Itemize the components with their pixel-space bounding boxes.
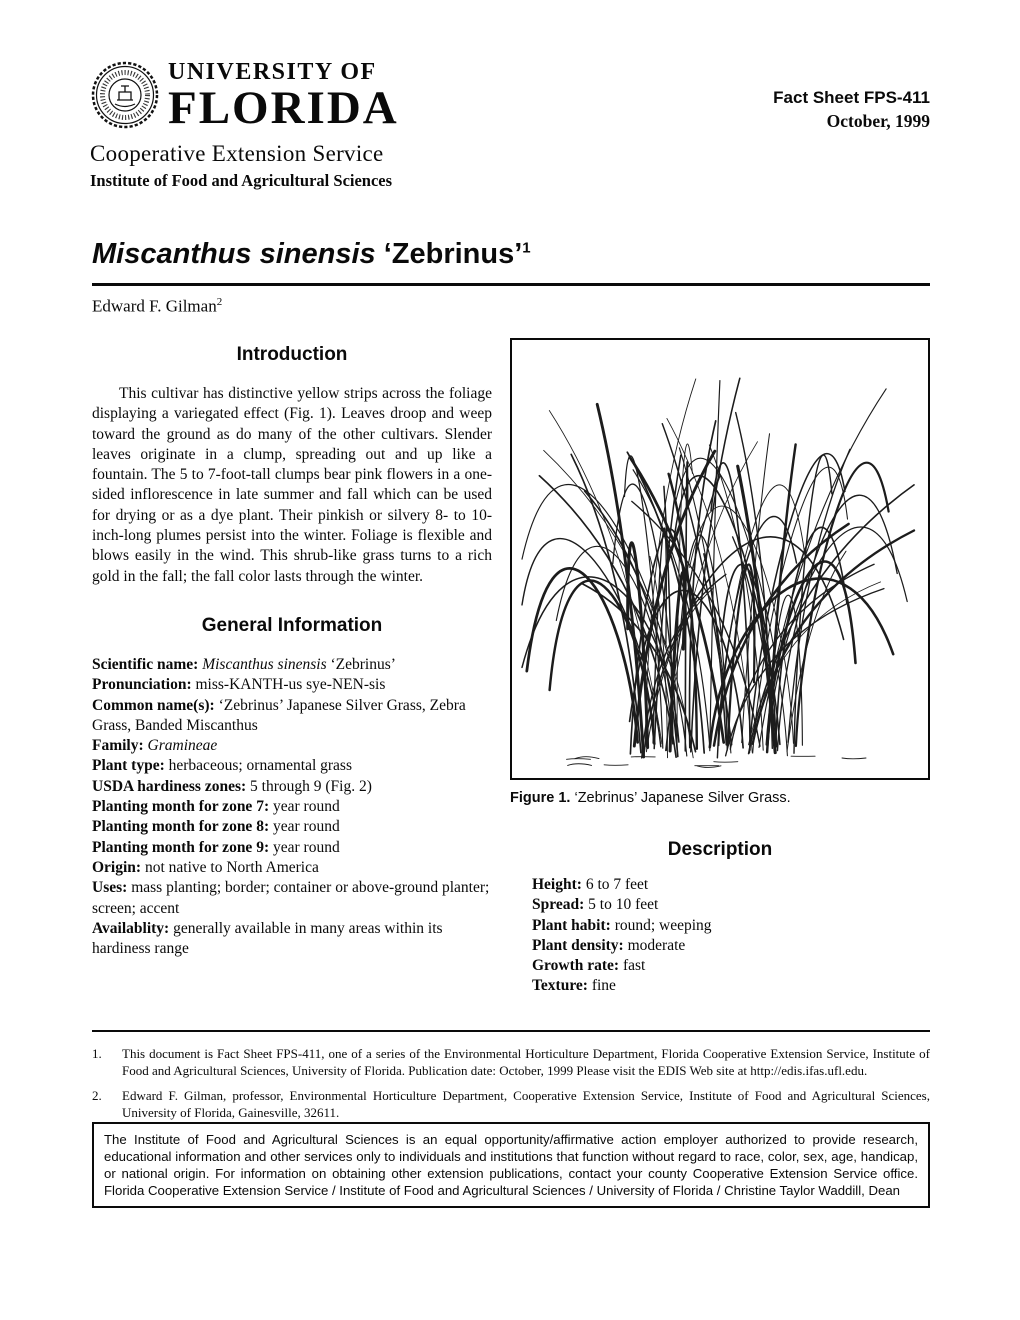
description-value: fast	[619, 957, 646, 975]
description-row-spread	[532, 895, 930, 915]
introduction-heading: Introduction	[236, 344, 348, 365]
info-label: Common name(s):	[92, 696, 215, 714]
description-heading: Description	[667, 839, 773, 860]
info-value: ‘Zebrinus’ Japanese Silver Grass, Zebra Grass, Banded Miscanthus	[92, 696, 466, 734]
author-name: Edward F. Gilman	[92, 296, 217, 316]
university-name-bottom: FLORIDA	[168, 82, 399, 134]
footnote-number: 1.	[92, 1046, 102, 1061]
info-label: Origin:	[92, 858, 142, 876]
info-value: generally available in many areas within its hardiness range	[92, 919, 443, 958]
info-label: Planting month for zone 7:	[92, 798, 270, 816]
info-value: mass planting; border; container or above-ground planter; screen; accent	[92, 879, 490, 917]
description-label: Height:	[532, 876, 582, 893]
description-row-plant-habit	[532, 916, 930, 936]
title-cultivar: ‘Zebrinus’	[375, 238, 523, 270]
description-row-growth-rate	[532, 956, 930, 976]
equal-opportunity-statement: The Institute of Food and Agricultural Sciences is an equal opportunity/affirmative action employer authorized to provide research, educational information and other services only to individuals and institutions that function without regard to race, color, sex, age, handicap, or national origin. For information on obtaining other extension publications, contact your county Cooperative Extension Service office. Florida Cooperative Extension Service / Institute of Food and Agricultural Sciences / University of Florida / Christine Taylor Waddill, Dean	[92, 1122, 930, 1208]
description-label: Texture:	[532, 977, 588, 995]
left-column	[92, 332, 492, 997]
description-value: 5 to 10 feet	[584, 896, 659, 914]
university-logo-text	[168, 59, 399, 134]
figure-1	[510, 338, 930, 780]
info-row-uses	[92, 878, 492, 919]
info-row-pronunciation	[92, 675, 492, 695]
description-label: Growth rate:	[532, 957, 620, 975]
info-row-planting-zone9	[92, 838, 492, 858]
info-value: year round	[269, 798, 340, 816]
info-label: USDA hardiness zones:	[92, 777, 247, 795]
info-label: Availablity:	[92, 919, 170, 937]
masthead	[90, 60, 399, 191]
info-label: Planting month for zone 8:	[92, 818, 270, 836]
description-label: Plant habit:	[532, 916, 611, 934]
description-value: fine	[587, 977, 616, 995]
info-value-italic: Gramineae	[143, 737, 218, 755]
general-information-list	[92, 655, 492, 959]
info-value: year round	[269, 818, 340, 836]
description-row-height	[532, 875, 930, 895]
institute-line: Institute of Food and Agricultural Sciences	[90, 170, 393, 190]
description-list	[510, 875, 930, 997]
info-value: not native to North America	[141, 858, 319, 876]
university-name-top: UNIVERSITY OF	[168, 59, 377, 85]
university-logo	[90, 59, 399, 134]
extension-service-line: Cooperative Extension Service	[90, 140, 384, 166]
title-footnote-ref: 1	[522, 239, 531, 257]
description-label: Spread:	[532, 896, 585, 914]
info-value: 5 through 9 (Fig. 2)	[246, 777, 372, 795]
info-row-scientific-name	[92, 655, 492, 675]
info-label: Planting month for zone 9:	[92, 838, 270, 856]
title-scientific-name: Miscanthus sinensis	[92, 238, 376, 270]
info-value-italic: Miscanthus sinensis	[198, 655, 327, 673]
info-label: Pronunciation:	[92, 676, 192, 694]
info-row-origin	[92, 858, 492, 878]
info-row-family	[92, 736, 492, 756]
info-value: herbaceous; ornamental grass	[164, 757, 352, 775]
description-value: moderate	[623, 936, 686, 954]
content-columns	[92, 332, 930, 997]
document-title	[92, 238, 930, 286]
info-row-hardiness-zones	[92, 777, 492, 797]
info-row-planting-zone7	[92, 797, 492, 817]
description-value: round; weeping	[610, 916, 712, 934]
right-column	[510, 332, 930, 997]
info-row-planting-zone8	[92, 817, 492, 837]
fact-sheet-block	[773, 88, 930, 132]
figure-1-caption	[510, 789, 930, 807]
general-information-heading: General Information	[201, 614, 383, 636]
description-row-plant-density	[532, 936, 930, 956]
footnote-1	[92, 1046, 930, 1079]
author-line	[92, 296, 222, 317]
fact-sheet-number: Fact Sheet FPS-411	[773, 88, 930, 107]
footnote-number: 2.	[92, 1088, 102, 1103]
university-seal-icon	[90, 60, 160, 130]
footnote-text: This document is Fact Sheet FPS-411, one of a series of the Environmental Horticulture Department, Florida Cooperative Extension Service, Institute of Food and Agricultural Sciences, University of Florida. Publication date: October, 1999 Please visit the EDIS Web site at http://edis.ifas.ufl.edu.	[122, 1046, 930, 1078]
grass-illustration	[512, 340, 928, 778]
introduction-paragraph: This cultivar has distinctive yellow strips across the foliage displaying a variegated effect (Fig. 1). Leaves droop and weep toward the ground as do many of the other cultivars. Slender leaves originate in a clump, spreading out and up like a fountain. The 5 to 7-foot-tall clumps bear pink flowers in a one-sided inflorescence in late summer and fall which can be used for drying or as a dye plant. Their pinkish or silvery 8- to 10-inch-long plumes persist into the winter. Foliage is flexible and blows easily in the wind. This shrub-like grass turns to a rich gold in the fall; the fall color lasts through the winter.	[92, 385, 492, 585]
info-label: Scientific name:	[92, 655, 199, 673]
author-footnote-ref: 2	[216, 296, 223, 308]
info-value: miss-KANTH-us sye-NEN-sis	[191, 676, 386, 694]
figure-caption-label: Figure 1.	[510, 790, 571, 806]
info-label: Family:	[92, 737, 144, 755]
fact-sheet-date: October, 1999	[826, 111, 930, 131]
info-label: Uses:	[92, 879, 128, 897]
footnotes	[92, 1030, 930, 1130]
info-value: year round	[269, 838, 340, 856]
description-label: Plant density:	[532, 936, 624, 954]
footnote-2	[92, 1088, 930, 1121]
figure-caption-text: ‘Zebrinus’ Japanese Silver Grass.	[570, 790, 791, 806]
description-value: 6 to 7 feet	[581, 876, 649, 893]
info-row-common-names	[92, 696, 492, 737]
info-label: Plant type:	[92, 757, 165, 775]
footnote-text: Edward F. Gilman, professor, Environmental Horticulture Department, Cooperative Extension Service, Institute of Food and Agricultural Sciences, University of Florida, Gainesville, 32611.	[122, 1088, 930, 1120]
info-row-availability	[92, 919, 492, 960]
info-value: ‘Zebrinus’	[326, 655, 396, 673]
info-row-plant-type	[92, 756, 492, 776]
description-row-texture	[532, 976, 930, 996]
